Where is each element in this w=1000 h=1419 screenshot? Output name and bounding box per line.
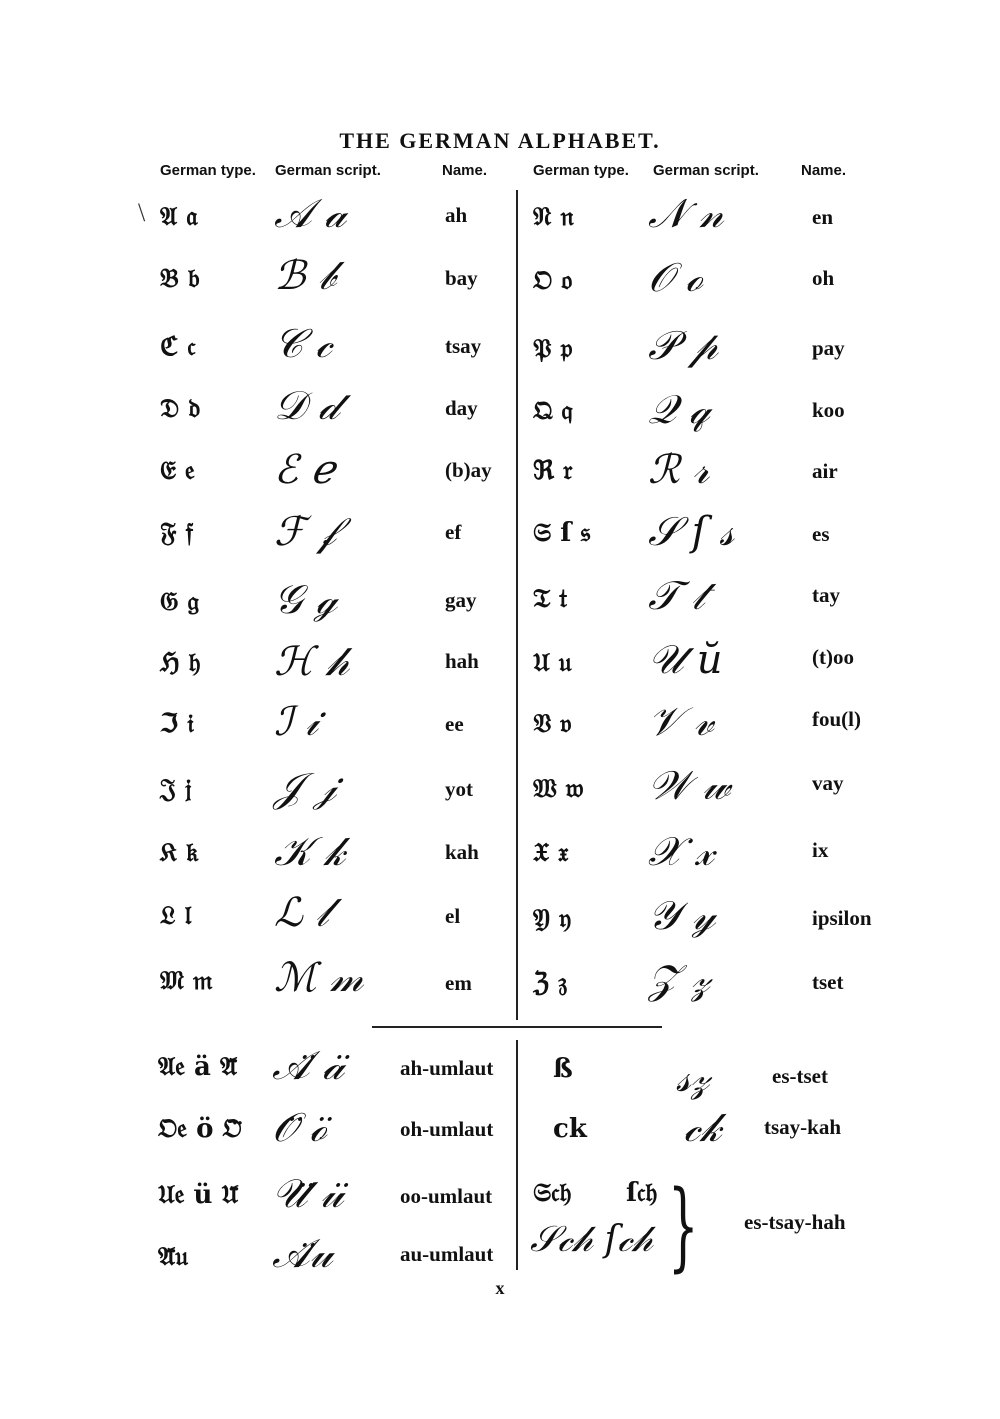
german-type: 𝔇 𝔡 — [160, 394, 201, 424]
letter-name: tay — [812, 583, 840, 607]
german-script: 𝒜̈ 𝒶̈ — [272, 1043, 345, 1089]
letter-name: day — [445, 396, 478, 420]
german-type: ℑ 𝔦 — [160, 709, 194, 739]
german-type: 𝔄 𝔞 — [160, 202, 198, 232]
german-type: ß — [553, 1054, 573, 1084]
german-script: 𝒵 𝓏 — [648, 957, 710, 1003]
letter-name: oh — [812, 266, 835, 290]
german-script: 𝒬 𝓆 — [648, 387, 710, 433]
german-script: 𝒦 𝓀 — [274, 829, 346, 875]
german-script: 𝒜̈𝓊 — [272, 1231, 333, 1277]
german-script: 𝒟 𝒹 — [274, 383, 339, 429]
letter-name: ee — [445, 712, 464, 736]
german-script: 𝒰 ŭ — [648, 637, 723, 683]
letter-name: es-tset — [772, 1064, 828, 1088]
german-type: 𝔄𝔢 ä 𝔄̈ — [158, 1052, 238, 1082]
german-type: 𝔍 𝔧 — [160, 774, 192, 804]
letter-name: yot — [445, 777, 473, 801]
german-script: 𝒰̈ 𝓊̈ — [272, 1171, 344, 1217]
brace-icon: } — [668, 1170, 699, 1282]
german-type: 𝔚 𝔴 — [533, 774, 584, 804]
letter-name: ah-umlaut — [400, 1056, 494, 1080]
german-script: 𝒱 𝓋 — [648, 699, 714, 745]
letter-name: pay — [812, 336, 845, 360]
german-script: ℳ 𝓂 — [274, 955, 364, 1001]
letter-name: tset — [812, 970, 844, 994]
german-script: 𝒸𝓀 — [684, 1105, 722, 1151]
german-type: 𝔉 𝔣 — [160, 518, 194, 548]
letter-name: (b)ay — [445, 458, 492, 482]
german-script: 𝒲 𝓌 — [648, 763, 731, 809]
header-german-type-left: German type. — [160, 162, 256, 179]
german-script: 𝒪 ℴ — [648, 255, 703, 301]
german-type-upper: 𝔖𝔠𝔥 — [533, 1178, 572, 1208]
letter-name: air — [812, 459, 838, 483]
section-divider — [372, 1026, 662, 1028]
german-type: ℌ 𝔥 — [160, 648, 201, 678]
page-title: THE GERMAN ALPHABET. — [339, 128, 661, 153]
german-type: 𝔄̈𝔲 — [158, 1242, 189, 1272]
german-type: ℭ 𝔠 — [160, 332, 196, 362]
column-divider — [516, 190, 518, 1020]
german-script: 𝒥 𝒿 — [274, 765, 337, 811]
german-type: 𝔙 𝔳 — [533, 709, 572, 739]
german-script: 𝒮𝒸𝒽 ſ𝒸𝒽 — [530, 1219, 653, 1260]
letter-name: vay — [812, 771, 844, 795]
letter-name: tsay-kah — [764, 1115, 842, 1139]
german-script: ℒ 𝓁 — [274, 890, 329, 936]
german-script: 𝒫 𝓅 — [648, 323, 719, 369]
german-script: ℱ 𝒻 — [274, 509, 337, 555]
german-type: 𝔏 𝔩 — [160, 901, 192, 931]
letter-name: em — [445, 971, 472, 995]
german-script: 𝒯 𝓉 — [648, 573, 705, 619]
german-script: 𝒮 ſ 𝓈 — [648, 509, 734, 555]
header-german-script-left: German script. — [275, 162, 381, 179]
letter-name: ipsilon — [812, 906, 872, 930]
letter-name: oh-umlaut — [400, 1117, 494, 1141]
german-type: 𝔎 𝔨 — [160, 838, 199, 868]
german-type: 𝔜 𝔶 — [533, 904, 572, 934]
german-type: ck — [553, 1114, 587, 1144]
letter-name: oo-umlaut — [400, 1184, 493, 1208]
german-script: 𝒪̈ ℴ̈ — [272, 1105, 327, 1151]
german-type: 𝔈 𝔢 — [160, 456, 195, 486]
german-type: 𝔖 ſ 𝔰 — [533, 518, 591, 548]
german-script: 𝒴 𝓎 — [648, 893, 716, 939]
page-number: x — [495, 1278, 505, 1298]
german-type: 𝔘𝔢 ü 𝔘̈ — [158, 1180, 239, 1210]
lower-column-divider — [516, 1040, 518, 1270]
german-script: ℛ 𝓇 — [648, 447, 710, 493]
german-type: ℨ 𝔷 — [533, 968, 568, 998]
header-german-script-right: German script. — [653, 162, 759, 179]
letter-name: gay — [445, 588, 477, 612]
letter-name: en — [812, 205, 833, 229]
german-type: 𝔛 𝔵 — [533, 838, 569, 868]
german-type: 𝔔 𝔮 — [533, 396, 573, 426]
german-type: 𝔐 𝔪 — [160, 966, 213, 996]
letter-name: es — [812, 522, 830, 546]
german-script: ℋ 𝒽 — [274, 639, 350, 685]
german-script: ℬ 𝒷 — [274, 253, 336, 299]
german-type-lower: ſ𝔠𝔥 — [626, 1178, 658, 1208]
german-type: 𝔒 𝔬 — [533, 266, 573, 296]
letter-name: fou(l) — [812, 707, 861, 731]
letter-name: es-tsay-hah — [744, 1210, 846, 1234]
german-script: 𝒞 𝒸 — [274, 321, 332, 367]
header-german-type-right: German type. — [533, 162, 629, 179]
german-script: ℰ ℯ — [274, 447, 335, 493]
letter-name: tsay — [445, 334, 482, 358]
letter-name: el — [445, 904, 461, 928]
german-type: ℜ 𝔯 — [533, 456, 573, 486]
german-type: 𝔒𝔢 ö 𝔒̈ — [158, 1114, 242, 1144]
letter-name: kah — [445, 840, 479, 864]
german-script: 𝒜 𝒶 — [274, 191, 347, 237]
german-type: 𝔊 𝔤 — [160, 587, 200, 617]
german-type: 𝔅 𝔟 — [160, 264, 200, 294]
header-name-right: Name. — [801, 162, 847, 179]
german-type: 𝔑 𝔫 — [533, 202, 574, 232]
german-script: ℐ 𝒾 — [274, 699, 319, 745]
letter-name: ef — [445, 520, 462, 544]
german-script: 𝒳 𝓍 — [648, 829, 714, 875]
letter-name: hah — [445, 649, 479, 673]
letter-name: au-umlaut — [400, 1242, 494, 1266]
letter-name: koo — [812, 398, 845, 422]
german-script: 𝒢 ℊ — [274, 577, 338, 623]
letter-name: ix — [812, 838, 829, 862]
german-script: 𝒩 𝓃 — [648, 191, 724, 237]
header-name-left: Name. — [442, 162, 488, 179]
german-script: 𝓈𝓏 — [676, 1055, 710, 1101]
german-type: 𝔓 𝔭 — [533, 334, 573, 364]
letter-name: ah — [445, 203, 468, 227]
margin-mark: \ — [138, 198, 146, 227]
letter-name: bay — [445, 266, 478, 290]
german-type: 𝔘 𝔲 — [533, 648, 572, 678]
german-type: 𝔗 𝔱 — [533, 584, 568, 614]
letter-name: (t)oo — [812, 645, 854, 669]
